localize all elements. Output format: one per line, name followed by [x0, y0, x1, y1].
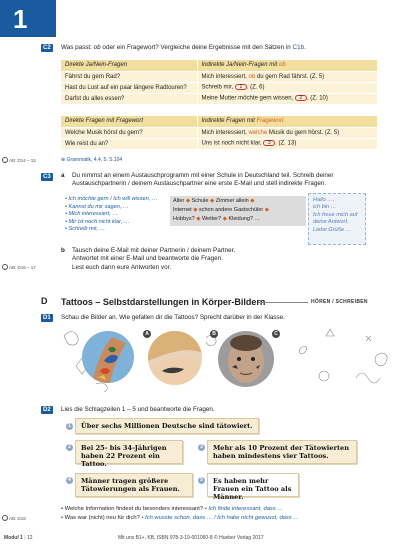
question-1: • Welche Information findest du besonders interessant? • Ich finde interessant, dass …: [61, 506, 284, 512]
word-box: Alter ◆ Schule ◆ Zimmer allein ◆ Internet ◆ schon andere Gastschüler ◆ Hobbys? ◆ Wetter? ◆ Kleidung? …: [170, 196, 306, 226]
headline-number: 5: [198, 477, 205, 484]
arrow-icon: →: [3, 265, 7, 270]
email-template-note: Hallo …, ich bin … Ich freue mich auf deine Antwort. Liebe Grüße …: [308, 193, 366, 245]
workbook-ref-d2: → AB: D18: [3, 516, 26, 521]
table1-header-left: Direkte Ja/Nein-Fragen: [61, 60, 197, 71]
footer-module: Modul 1 | 12: [4, 535, 33, 541]
headline-number: 1: [66, 423, 73, 430]
unit-number: 1: [13, 4, 28, 34]
exercise-badge-d1: D1: [43, 315, 51, 321]
section-title: Tattoos – Selbstdarstellungen in Körper-Bildern: [61, 297, 266, 307]
d2-instruction: Lies die Schlagzeilen 1 – 5 und beantworte die Fragen.: [61, 406, 215, 413]
headline-3: Mehr als 10 Prozent der Tätowierten haben mindestens vier Tattoos.: [207, 440, 357, 464]
table-row: Fährst du gern Rad? Mich interessiert, ob du gern Rad fährst. (Z. 5): [61, 71, 377, 82]
list-item: • Mich interessiert, …: [65, 211, 118, 218]
table2-header-right: Indirekte Fragen mit Fragewort: [197, 116, 377, 127]
tattoo-photo-a: [82, 331, 134, 383]
table-row: Wie reist du an? Uns ist noch nicht klar, 3 . (Z. 13): [61, 138, 377, 149]
phrase-list: [65, 196, 157, 234]
workbook-ref-c2: → AB: D14 – 15: [3, 158, 36, 163]
d1-instruction: Schau die Bilder an. Wie gefallen dir die Tattoos? Sprecht darüber in der Klasse.: [61, 314, 285, 321]
photo-label-c: C: [272, 330, 280, 338]
table1-header-right: Indirekte Ja/Nein-Fragen mit ob: [197, 60, 377, 71]
list-item: • Ich möchte gern / Ich will wissen, …: [65, 196, 158, 202]
answer-blank[interactable]: 1: [235, 84, 247, 90]
headline-1: Über sechs Millionen Deutsche sind tätowiert.: [75, 418, 259, 434]
photo-label-b: B: [210, 330, 218, 338]
c3b-label: b: [61, 247, 65, 254]
answer-blank[interactable]: 3: [263, 140, 275, 146]
section-divider: [258, 302, 308, 303]
headline-4: Männer tragen größere Tätowierungen als Frauen.: [75, 473, 193, 497]
table-row: Welche Musik hörst du gern? Mich interessiert, welche Musik du gern hörst. (Z. 5): [61, 127, 377, 138]
headline-number: 3: [198, 444, 205, 451]
c3b-instruction: Tausch deine E-Mail mit deiner Partnerin / deinem Partner. Antwortet mit einer E-Mail und beantworte die Fragen. Lest euch dann eure Antworten vor.: [72, 247, 236, 271]
exercise-badge-d2: D2: [43, 407, 51, 413]
table-row: Hast du Lust auf ein paar längere Radtouren? Schreib mir, 1 . (Z. 6): [61, 82, 377, 93]
headline-2: Bei 25- bis 34-Jährigen haben 22 Prozent ein Tattoo.: [75, 440, 183, 464]
arrow-icon: →: [3, 516, 7, 521]
fragewort-table: [61, 116, 377, 150]
footer-credit: Mit uns B1+, KB, ISBN 978-3-19-001060-8 © Hueber Verlag 2017: [118, 535, 264, 541]
exercise-badge-c2: C2: [43, 45, 51, 51]
c2-instruction: Was passt: ob oder ein Fragewort? Vergleiche deine Ergebnisse mit den Sätzen in C1b.: [61, 44, 306, 51]
headline-number: 2: [66, 444, 73, 451]
answer-blank[interactable]: 2: [295, 95, 307, 101]
ja-nein-fragen-table: [61, 60, 377, 105]
question-2: • Was war (nicht) neu für dich? • Ich wusste schon, dass … / Ich habe nicht gewusst, dass …: [61, 515, 300, 521]
tattoo-photo-b: [148, 331, 202, 385]
tattoo-photo-c: [218, 331, 274, 387]
grammar-ref: ⊕ Grammatik, 4.4, 5, S.104: [61, 157, 123, 163]
headline-number: 4: [66, 477, 73, 484]
list-item: • Mir ist noch nicht klar, …: [65, 218, 130, 225]
list-item: • Kannst du mir sagen, …: [65, 203, 129, 210]
exercise-badge-c3: C3: [43, 174, 51, 180]
unit-number-badge: [0, 0, 56, 37]
skills-label: HÖREN / SCHREIBEN: [311, 299, 368, 305]
headline-5: Es haben mehr Frauen ein Tattoo als Männer.: [207, 473, 299, 497]
c3a-label: a: [61, 172, 65, 179]
photo-label-a: A: [143, 330, 151, 338]
table-row: Darfst du alles essen? Meine Mutter möchte gern wissen, 2 . (Z. 10): [61, 93, 377, 104]
workbook-ref-c3: → AB: D16 – 17: [3, 265, 36, 270]
section-letter: D: [41, 296, 48, 306]
table2-header-left: Direkte Fragen mit Fragewort: [61, 116, 197, 127]
c3a-instruction: Du nimmst an einem Austauschprogramm mit einer Schule in Deutschland teil. Schreib deiner Austauschpartnerin / deinem Austauschpartner eine erste E-Mail und stell indirekte Fragen.: [72, 172, 334, 188]
list-item: • Schreib mir, …: [65, 226, 106, 233]
arrow-icon: →: [3, 158, 7, 163]
grammar-icon: ⊕: [61, 157, 66, 163]
